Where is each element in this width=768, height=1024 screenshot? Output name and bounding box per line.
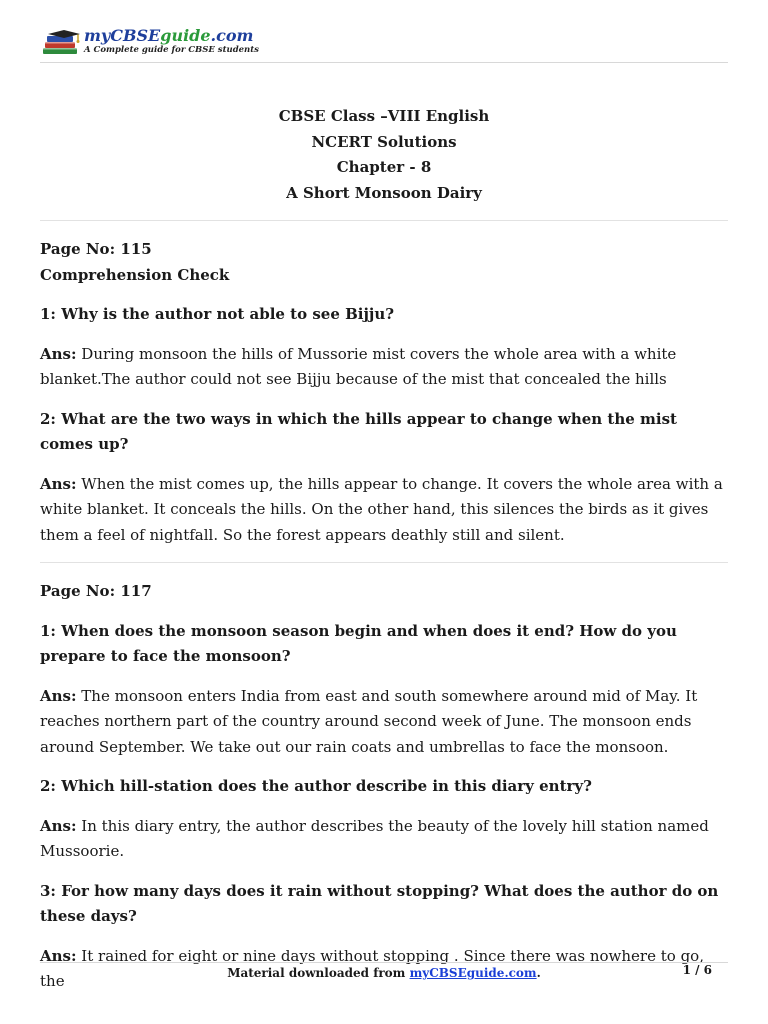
answer-label: Ans:: [40, 474, 77, 493]
title-block: [40, 104, 728, 221]
answer-label: Ans:: [40, 344, 77, 363]
answer: [40, 472, 728, 549]
answer: [40, 684, 728, 761]
logo-wordmark: myCBSEguide.com: [84, 26, 254, 45]
title-subject: NCERT Solutions: [311, 132, 457, 151]
footer-prefix: Material downloaded from: [227, 966, 410, 980]
section-heading: Comprehension Check: [40, 265, 230, 284]
answer-label: Ans:: [40, 946, 77, 965]
site-logo[interactable]: [40, 26, 259, 60]
page-footer: [40, 962, 728, 993]
answer-label: Ans:: [40, 686, 77, 705]
answer: [40, 342, 728, 393]
page-number-label: Page No: 115: [40, 240, 152, 258]
logo-tagline: A Complete guide for CBSE students: [84, 45, 259, 55]
question: 1: When does the monsoon season begin and when does it end? How do you prepare to face the monsoon?: [40, 621, 677, 665]
question: 3: For how many days does it rain without stopping? What does the author do on these days?: [40, 881, 719, 925]
answer: [40, 814, 728, 865]
footer-suffix: .: [536, 966, 541, 980]
title-chapter-name: A Short Monsoon Dairy: [286, 183, 482, 202]
question: 2: What are the two ways in which the hills appear to change when the mist comes up?: [40, 409, 677, 453]
section-page-115: [40, 221, 728, 548]
title-class: CBSE Class –VIII English: [278, 107, 490, 125]
title-chapter: Chapter - 8: [336, 158, 432, 176]
answer-text: In this diary entry, the author describes the beauty of the lovely hill station named Mussoorie.: [40, 816, 709, 860]
page-number-label: Page No: 117: [40, 582, 152, 600]
answer-label: Ans:: [40, 816, 77, 835]
document-body: [40, 104, 728, 1009]
page-header: [40, 26, 728, 63]
question: 2: Which hill-station does the author describe in this diary entry?: [40, 777, 592, 795]
section-page-117: [40, 562, 728, 995]
answer-text: When the mist comes up, the hills appear to change. It covers the whole area with a white blanket. It conceals the hills. On the other hand, this silences the birds as it gives them a feel of nightfall. So the forest appears deathly still and silent.: [40, 474, 723, 544]
answer-text: During monsoon the hills of Mussorie mist covers the whole area with a white blanket.The author could not see Bijju because of the mist that concealed the hills: [40, 344, 677, 388]
answer-text: The monsoon enters India from east and south somewhere around mid of May. It reaches northern part of the country around second week of June. The monsoon ends around September. We take out our rain coats and umbrellas to face the monsoon.: [40, 686, 698, 756]
footer-credit: [40, 966, 728, 980]
answer-text: It rained for eight or nine days without stopping . Since there was nowhere to go, the: [40, 946, 704, 990]
page-counter: 1 / 6: [682, 963, 712, 977]
footer-link[interactable]: myCBSEguide.com: [409, 966, 537, 980]
question: 1: Why is the author not able to see Bijju?: [40, 305, 395, 323]
books-logo-icon: [40, 28, 84, 58]
